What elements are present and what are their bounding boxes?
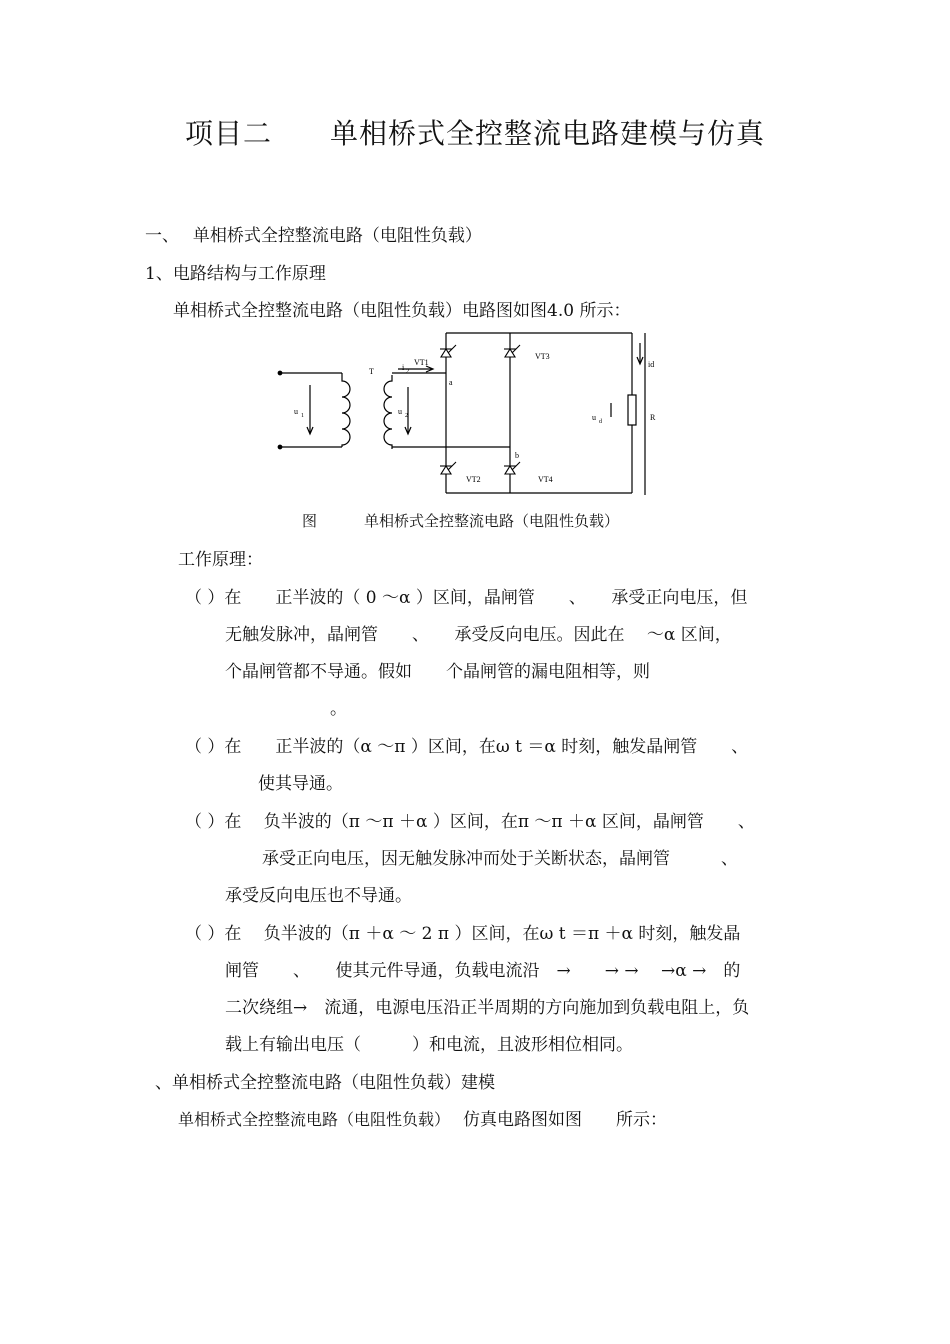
- item1-line2: 无触发脉冲，晶闸管 、 承受反向电压。因此在 ～α 区间，: [225, 625, 732, 645]
- figure-caption: 单相桥式全控整流电路（电阻性负载）: [364, 512, 620, 530]
- label-ud: u: [592, 413, 596, 422]
- label-VT2: VT2: [466, 475, 481, 484]
- label-i2: i: [402, 363, 405, 372]
- intro-paragraph: 单相桥式全控整流电路（电阻性负载）电路图如图4.0 所示：: [173, 301, 631, 321]
- item3-line2: 承受正向电压，因无触发脉冲而处于关断状态，晶闸管 、: [262, 849, 738, 869]
- label-i2-sub: 2: [406, 369, 409, 375]
- item1-line1: （ ）在 正半波的（ 0 ～α ）区间，晶闸管 、 承受正向电压，但: [185, 588, 748, 608]
- label-VT4: VT4: [538, 475, 553, 484]
- item4-line1: （ ）在 负半波的（π ＋α ～ 2 π ）区间，在ω t ＝π ＋α 时刻，触发晶: [185, 924, 741, 944]
- secondary-coil: [384, 375, 392, 449]
- label-T: T: [369, 367, 374, 376]
- section2-text-a: 单相桥式全控整流电路（电阻性负载）: [178, 1110, 451, 1129]
- label-node-b: b: [515, 451, 519, 460]
- label-u2-sub: 2: [405, 413, 408, 419]
- thyristor-VT1: [440, 345, 456, 357]
- label-node-a: a: [449, 378, 453, 387]
- primary-coil: [342, 373, 350, 447]
- label-u1: u: [294, 407, 298, 416]
- item1-line3: 个晶闸管都不导通。假如 个晶闸管的漏电阻相等，则: [225, 662, 650, 682]
- item3-line3: 承受反向电压也不导通。: [225, 886, 412, 906]
- item4-line3: 二次绕组→ 流通，电源电压沿正半周期的方向施加到负载电阻上，负: [225, 998, 750, 1018]
- section2-text-b: 仿真电路图如图 所示：: [463, 1110, 667, 1130]
- primary-terminal-bottom: [278, 445, 282, 449]
- circuit-diagram: [270, 325, 670, 500]
- thyristor-VT4: [504, 462, 520, 474]
- item3-line1: （ ）在 负半波的（π ～π ＋α ）区间，在π ～π ＋α 区间，晶闸管 、: [185, 812, 755, 832]
- item4-line4: 载上有输出电压（ ）和电流，且波形相位相同。: [225, 1035, 633, 1055]
- resistor-R: [628, 395, 636, 425]
- label-ud-sub: d: [599, 419, 602, 425]
- primary-terminal-top: [278, 371, 282, 375]
- item4-line2: 闸管 、 使其元件导通，负载电流沿 → → → →α → 的: [225, 961, 741, 981]
- section-heading-2: 、单相桥式全控整流电路（电阻性负载）建模: [155, 1073, 495, 1093]
- thyristor-VT2: [440, 462, 456, 474]
- section-heading-1: 一、 单相桥式全控整流电路（电阻性负载）: [145, 226, 482, 246]
- subsection-heading-1: 1、电路结构与工作原理: [145, 264, 326, 284]
- item2-line1: （ ）在 正半波的（α ～π ）区间，在ω t ＝α 时刻，触发晶闸管 、: [185, 737, 749, 757]
- label-id: id: [648, 360, 655, 369]
- page-title: 项目二 单相桥式全控整流电路建模与仿真: [184, 117, 765, 150]
- item1-line4: 。: [330, 699, 347, 719]
- label-u1-sub: 1: [301, 413, 304, 419]
- thyristor-VT3: [504, 345, 520, 357]
- item2-line2: 使其导通。: [258, 774, 343, 794]
- principle-heading: 工作原理：: [178, 550, 263, 570]
- label-VT1: VT1: [414, 358, 429, 367]
- figure-caption-prefix: 图: [302, 512, 318, 530]
- label-VT3: VT3: [535, 352, 550, 361]
- label-R: R: [650, 413, 656, 422]
- label-u2: u: [398, 407, 402, 416]
